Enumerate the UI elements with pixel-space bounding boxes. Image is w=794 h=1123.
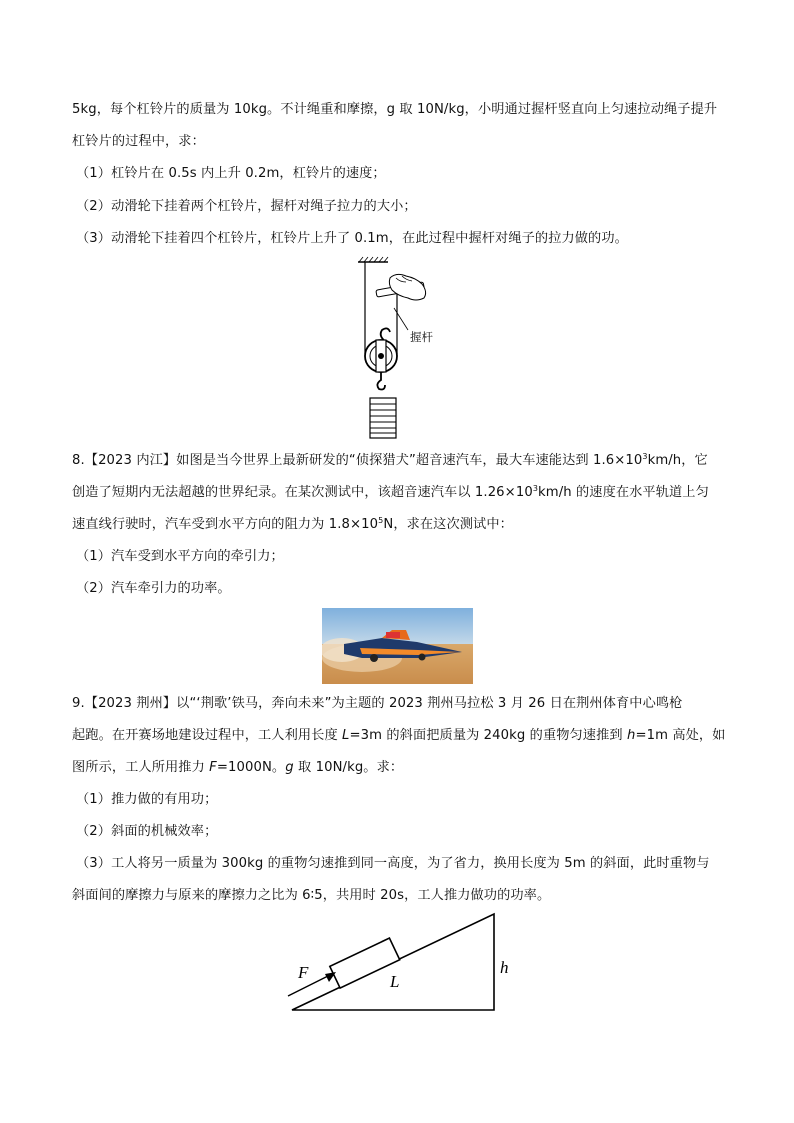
p9-question-1: （1）推力做的有用功； bbox=[76, 792, 218, 807]
incline-figure bbox=[282, 910, 532, 1016]
length-label: L bbox=[390, 972, 400, 991]
p9-question-2: （2）斜面的机械效率； bbox=[76, 824, 218, 839]
p9-question-3: （3）工人将另一质量为 300kg 的重物匀速推到同一高度，为了省力，换用长度为 5m 的斜面，此时重物与 bbox=[76, 856, 710, 871]
pulley-figure bbox=[350, 256, 460, 440]
p7-question-1: （1）杠铃片在 0.5s 内上升 0.2m，杠铃片的速度； bbox=[76, 166, 386, 181]
p8-line-3: 速直线行驶时，汽车受到水平方向的阻力为 $1.8\times 10^5N$，求在这次测试中： bbox=[72, 516, 513, 532]
p8-question-1: （1）汽车受到水平方向的牵引力； bbox=[76, 549, 284, 564]
figure-label-grip: 握杆 bbox=[410, 330, 433, 344]
p9-line-2: 起跑。在开赛场地建设过程中，工人利用长度 L=3m 的斜面把质量为 240kg 的重物匀速推到 h=1m 高处，如 bbox=[72, 728, 726, 743]
force-label: F bbox=[298, 963, 309, 982]
supersonic-car-photo bbox=[322, 608, 473, 684]
p7-question-2: （2）动滑轮下挂着两个杠铃片，握杆对绳子拉力的大小； bbox=[76, 199, 417, 214]
p7-line-1: 5kg，每个杠铃片的质量为 10kg。不计绳重和摩擦，g 取 10N/kg，小明通过握杆竖直向上匀速拉动绳子提升 bbox=[72, 102, 718, 117]
p8-line-1: 8.【2023 内江】如图是当今世界上最新研发的“侦探猎犬”超音速汽车，最大车速能达到 $1.6\times 10^3km/h$，它 bbox=[72, 452, 708, 468]
p8-question-2: （2）汽车牵引力的功率。 bbox=[76, 581, 231, 596]
p8-line-2: 创造了短期内无法超越的世界纪录。在某次测试中，该超音速汽车以 $1.26\times 10^3km/h$ 的速度在水平轨道上匀 bbox=[72, 484, 709, 500]
p9-line-3: 图所示，工人所用推力 F=1000N。g 取 10N/kg。求： bbox=[72, 760, 404, 775]
p7-question-3: （3）动滑轮下挂着四个杠铃片，杠铃片上升了 0.1m，在此过程中握杆对绳子的拉力做的功。 bbox=[76, 231, 628, 246]
p7-line-2: 杠铃片的过程中，求： bbox=[72, 134, 205, 149]
p9-question-3-cont: 斜面间的摩擦力与原来的摩擦力之比为 6∶5，共用时 20s，工人推力做功的功率。 bbox=[72, 888, 551, 903]
p9-line-1: 9.【2023 荆州】以“‘荆歌’铁马，奔向未来”为主题的 2023 荆州马拉松 3 月 26 日在荆州体育中心鸣枪 bbox=[72, 696, 683, 711]
height-label: h bbox=[500, 958, 509, 977]
